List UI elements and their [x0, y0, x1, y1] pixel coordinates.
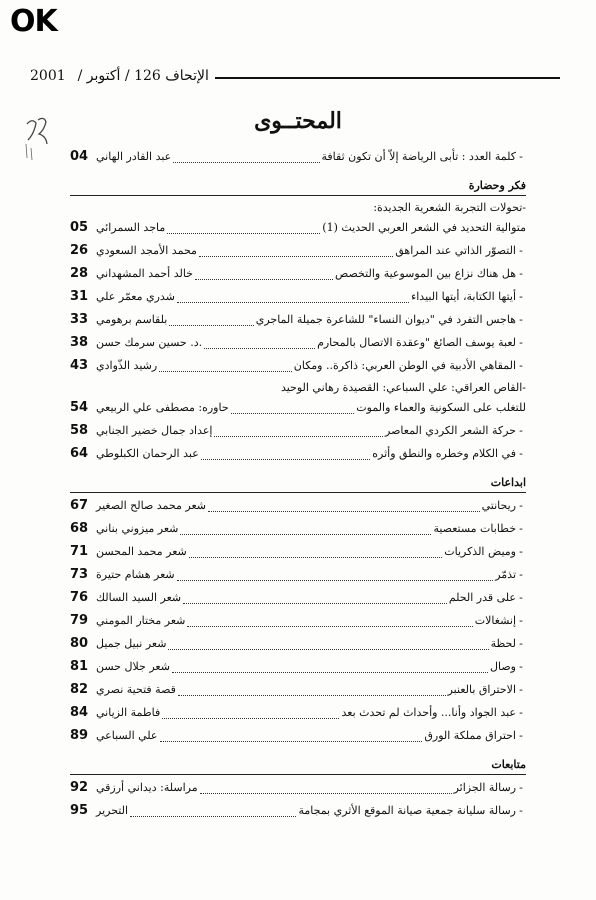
toc-entry: - على قدر الحلم شعر السيد السالك 76: [70, 590, 523, 605]
page-title: المحتــوى: [254, 108, 342, 134]
toc-entry: - وصال شعر جلال حسن 81: [70, 659, 523, 674]
header-year: 2001: [30, 68, 66, 84]
toc-entry: للتغلب على السكونية والعماء والموت حاوره: مصطفى علي الربيعي 54: [70, 400, 526, 415]
table-of-contents: [70, 150, 526, 827]
section-heading-mutabaat: متابعات: [491, 758, 526, 771]
header-issue: الإتحاف 126 / أكتوبر /: [77, 68, 209, 84]
section-heading-fikr: فكر وحضارة: [468, 179, 526, 192]
toc-entry: - المقاهي الأدبية في الوطن العربي: ذاكرة.. ومكان رشيد الذّوادي 43: [70, 358, 523, 373]
header-rule: [215, 77, 560, 79]
toc-entry: - تذمّر شعر هشام حتيرة 73: [70, 567, 523, 582]
toc-subheading-poetry: - تحولات التجربة الشعرية الجديدة:: [373, 201, 526, 214]
toc-entry-intro: - كلمة العدد : تأبى الرياضة إلاّ أن تكون ثقافة عبد القادر الهاني 04: [70, 149, 523, 164]
toc-entry: - هل هناك نزاع بين الموسوعية والتخصص خالد أحمد المشهداني 28: [70, 266, 523, 281]
toc-entry: - عبد الجواد وأنا... وأحداث لم تحدث بعد فاطمة الزياني 84: [70, 705, 523, 720]
toc-entry: - لعبة يوسف الصائغ "وعقدة الاتصال بالمحارم .د. حسين سرمك حسن 38: [70, 335, 523, 350]
toc-entry: - التصوّر الذاتي عند المراهق محمد الأمجد السعودي 26: [70, 243, 523, 258]
toc-entry: - وميض الذكريات شعر محمد المحسن 71: [70, 544, 523, 559]
toc-entry: - أيتها الكتابة، أيتها البيداء شدري معمّر علي 31: [70, 289, 523, 304]
toc-subheading-interview: - القاص العراقي: علي السباعي: القصيدة رهاني الوحيد: [280, 381, 526, 394]
page-header: [30, 58, 560, 84]
toc-entry: - ريحانتي شعر محمد صالح الصغير 67: [70, 498, 523, 513]
toc-entry: - حركة الشعر الكردي المعاصر إعداد جمال خضير الجنابي 58: [70, 423, 523, 438]
section-heading-ibdaat: ابداعات: [490, 476, 526, 489]
toc-entry: - الاحتراق بالعنبر قصة فتحية نصري 82: [70, 682, 523, 697]
toc-entry: - هاجس التفرد في "ديوان النساء" للشاعرة جميلة الماجري بلقاسم برهومي 33: [70, 312, 523, 327]
margin-handwritten-note: [24, 114, 50, 160]
toc-entry: - إنشغالات شعر مختار المومني 79: [70, 613, 523, 628]
toc-entry: - خطابات مستعصية شعر ميزوني بناني 68: [70, 521, 523, 536]
toc-entry: - رسالة الجزائر مراسلة: ديداني أرزقي 92: [70, 780, 523, 795]
corner-handwritten-mark: OK: [10, 4, 57, 39]
toc-entry: - رسالة سليانة جمعية صيانة الموقع الأثري بمجامة التحرير 95: [70, 803, 523, 818]
toc-entry: - في الكلام وخطره والنطق وأثره عبد الرحمان الكبلوطي 64: [70, 446, 523, 461]
toc-entry: - احتراق مملكة الورق علي السباعي 89: [70, 728, 523, 743]
toc-entry: متوالية التحديد في الشعر العربي الحديث (1) ماجد السمرائي 05: [70, 220, 526, 235]
toc-entry: - لحظة شعر نبيل جميل 80: [70, 636, 523, 651]
